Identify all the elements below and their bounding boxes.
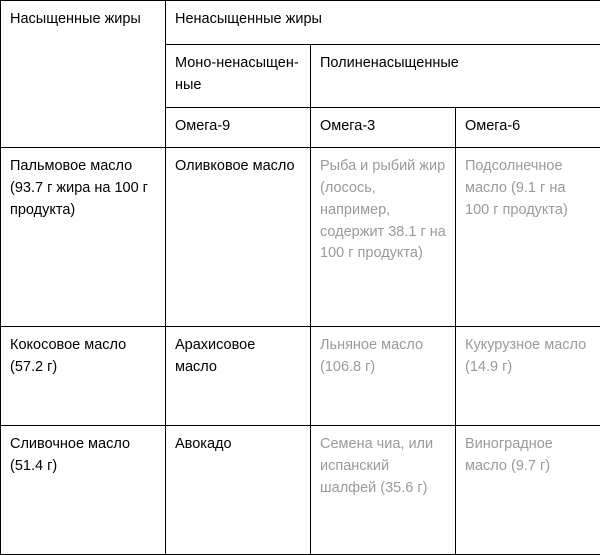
cell-omega6-1: Подсолнечное масло (9.1 г на 100 г продукта) — [456, 148, 600, 327]
cell-omega9-1: Оливковое масло — [166, 148, 311, 327]
cell-omega3-1: Рыба и рыбий жир (лосось, например, содержит 38.1 г на 100 г продукта) — [311, 148, 456, 327]
cell-omega3-2: Льняное масло (106.8 г) — [311, 327, 456, 426]
header-monounsaturated: Моно-ненасыщен-ные — [166, 45, 311, 108]
cell-omega6-3: Виноградное масло (9.7 г) — [456, 426, 600, 555]
header-saturated-fats: Насыщенные жиры — [1, 1, 166, 148]
cell-omega3-3: Семена чиа, или испанский шалфей (35.6 г) — [311, 426, 456, 555]
header-omega-9: Омега-9 — [166, 107, 311, 148]
table-row — [1, 327, 600, 426]
table-row — [1, 426, 600, 555]
header-omega-6: Омега-6 — [456, 107, 600, 148]
table-row — [1, 148, 600, 327]
table-header-row-1 — [1, 1, 600, 45]
cell-saturated-1: Пальмовое масло (93.7 г жира на 100 г продукта) — [1, 148, 166, 327]
header-unsaturated-fats: Ненасыщенные жиры — [166, 1, 600, 45]
cell-saturated-3: Сливочное масло (51.4 г) — [1, 426, 166, 555]
cell-saturated-2: Кокосовое масло (57.2 г) — [1, 327, 166, 426]
header-polyunsaturated: Полиненасыщенные — [311, 45, 600, 108]
cell-omega6-2: Кукурузное масло (14.9 г) — [456, 327, 600, 426]
header-omega-3: Омега-3 — [311, 107, 456, 148]
cell-omega9-3: Авокадо — [166, 426, 311, 555]
cell-omega9-2: Арахисовое масло — [166, 327, 311, 426]
